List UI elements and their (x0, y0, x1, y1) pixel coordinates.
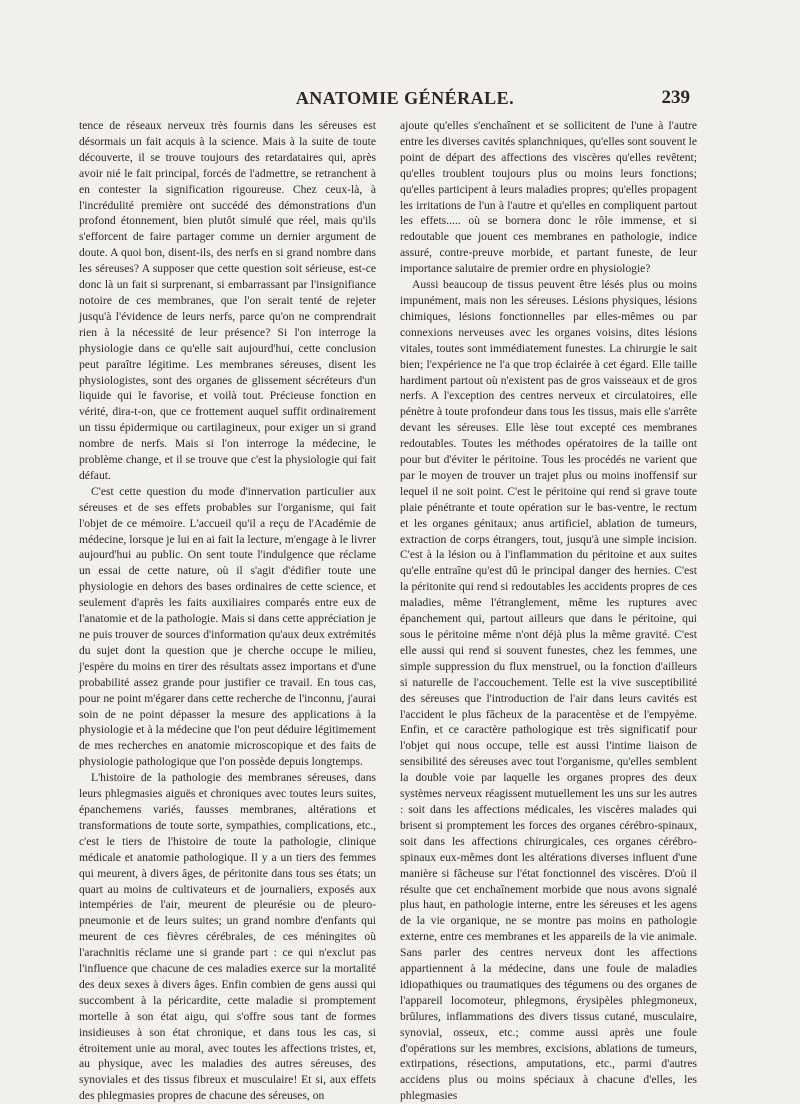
right-column (400, 118, 697, 1104)
paragraph: tence de réseaux nerveux très fournis dans les séreuses est désormais un fait acquis à la science. Mais à la suite de toute découverte, il se trouve toujours des retardataires qui, après avoir nié le fait principal, forcés de l'admettre, se retranchent à en contester la signification rigoureuse. Chez ceux-là, à l'incrédulité première ont succédé des démonstrations d'un profond étonnement, bien plutôt simulé que réel, mais qu'ils s'efforcent de faire partager comme un dernier argument de doute. A quoi bon, disent-ils, des nerfs en si grand nombre dans les séreuses? A supposer que cette question soit sérieuse, est-ce donc là un fait si surprenant, si embarrassant par l'insignifiance notoire de ces membranes, que l'on serait tenté de rejeter jusqu'à l'évidence de leurs nerfs, parce qu'on ne comprendrait rien à la nécessité de leur présence? Si l'on interroge la physiologie dans ce qu'elle sait aujourd'hui, cette conclusion peut paraître légitime. Les membranes séreuses, disent les physiologistes, sont des organes de glissement sécréteurs d'un liquide qui le favorise, et voilà tout. Précieuse fonction en vérité, dira-t-on, que ce frottement auquel suffit ordinairement un tissu épidermique ou cartilagineux, pour exiger un si grand nombre de nerfs. Mais si l'on interroge la médecine, le problème change, et il se trouve que c'est la physiologie qui fait défaut. (79, 119, 376, 482)
page-number: 239 (661, 87, 690, 108)
paragraph: ajoute qu'elles s'enchaînent et se sollicitent de l'une à l'autre entre les diverses cavités splanchniques, qu'elles sont souvent le point de départ des affections des viscères qu'elles revêtent; qu'elles troublent toujours plus ou moins leurs fonctions; qu'elles participent à leurs maladies propres; qu'elles propagent les irritations de l'un à l'autre et qu'elles en compliquent partout les effets..... où se bornera donc le rôle immense, et si redoutable que jouent ces membranes en pathologie, indice assuré, contre-preuve morbide, et partant funeste, de leur importance salutaire de premier ordre en physiologie? (400, 119, 697, 276)
paragraph: L'histoire de la pathologie des membranes séreuses, dans leurs phlegmasies aiguës et chroniques avec toutes leurs suites, épanchemens variés, fausses membranes, altérations et transformations de toute sorte, sympathies, complications, etc., c'est le tiers de l'histoire de toute la pathologie, clinique médicale et anatomie pathologique. Il y a un tiers des femmes qui meurent, à divers âges, de péritonite dans tous ses états; un quart au moins de cultivateurs et de journaliers, exposés aux intempéries de l'air, meurent de pleurésie ou de pleuro-pneumonie et de leurs suites; un grand nombre d'enfants qui meurent de ces fièvres cérébrales, de ces méningites où l'arachnitis réclame une si grande part : ce qui n'exclut pas l'influence que chacune de ces maladies exerce sur la mortalité des deux sexes à divers âges. Enfin combien de gens aussi qui succombent à la péricardite, cette maladie si promptement mortelle à son état aigu, qui s'offre sous tant de formes insidieuses à son état chronique, et dans tous les cas, si étroitement unie au moral, avec toutes les affections tristes, et, au physique, avec les maladies des autres séreuses, des synoviales et des tissus fibreux et musculaire! Et si, aux effets des phlegmasies propres de chacune des séreuses, on (79, 771, 376, 1103)
paragraph: C'est cette question du mode d'innervation particulier aux séreuses et de ses effets probables sur l'organisme, qui fait l'objet de ce mémoire. L'accueil qu'il a reçu de l'Académie de médecine, lorsque je lui en ai fait la lecture, m'engage à le livrer aujourd'hui au public. On sent toute l'indulgence que réclame un essai de cette nature, où il s'agit d'édifier toute une physiologie en dehors des bases ordinaires de cette science, et seulement d'après les faits auxiliaires comparés entre eux de l'anatomie et de la pathologie. Mais si dans cette appréciation je ne puis trouver de sources d'information qu'aux deux extrémités du sujet dont la question que je cherche occupe le milieu, j'espère du moins en tirer des résultats assez importans et d'une probabilité assez grande pour justifier ce travail. En tous cas, pour ne point m'égarer dans cette recherche de l'inconnu, j'aurai soin de ne point dépasser la mesure des applications à la physiologie et à la médecine que l'on peut déduire légitimement de mes recherches en anatomie microscopique et des faits de physiologie pathologique que l'on possède depuis longtemps. (79, 484, 376, 769)
page-title: ANATOMIE GÉNÉRALE. (295, 88, 515, 108)
paragraph: Aussi beaucoup de tissus peuvent être lésés plus ou moins impunément, mais non les séreuses. Lésions physiques, lésions chimiques, lésions fonctionnelles par elles-mêmes ou par connexions nerveuses avec les organes voisins, dites lésions vitales, toutes sont immédiatement funestes. La chirurgie le sait bien; l'expérience ne l'a que trop éclairée à cet égard. Elle taille hardiment partout où n'existent pas de gros vaisseaux et de gros nerfs. A l'exception des centres nerveux et circulatoires, elle pénètre à toute profondeur dans tous les tissus, mais elle s'arrête devant les séreuses. Elle lèse tout excepté ces membranes redoutables. Toutes les méthodes opératoires de la taille ont pour but d'éviter le péritoine. Tous les procédés ne varient que par le moyen de trouver un trajet plus ou moins inoffensif sur lequel il ne soit point. C'est le péritoine qui rend si grave toute plaie pénétrante et toute opération sur le bas-ventre, le rectum et les organes génitaux; anus artificiel, ablation de tumeurs, extraction de corps étrangers, tout, jusqu'à une simple incision. C'est à la lésion ou à l'inflammation du péritoine et aux suites qu'elle entraîne qu'est dû le principal danger des hernies. C'est la péritonite qui rend si redoutables les accidents propres de ces maladies, même l'étranglement, même les ruptures avec épanchement qui, partout ailleurs que dans le péritoine, qui sous le péritoine même n'ont déjà plus la même gravité. C'est elle aussi qui rend si souvent funestes, chez les femmes, une simple suppression du flux menstruel, ou la fonction d'ailleurs si naturelle de l'accouchement. Telle est la vive susceptibilité des séreuses que l'introduction de l'air dans leurs cavités est l'accident le plus fâcheux de la paracentèse et de l'empyème. Enfin, et ce caractère pathologique est très significatif pour l'objet qui nous occupe, telle est aussi l'intime liaison de sensibilité des séreuses avec tout l'organisme, qu'elles semblent la double voie par laquelle les organes propres des deux systèmes nerveux réagissent mutuellement les uns sur les autres : soit dans les affections médicales, les viscères malades qui brisent si promptement les forces des organes cérébro-spinaux, soit dans les affections chirurgicales, ces organes cérébro-spinaux eux-mêmes dont les altérations diverses influent d'une manière si fâcheuse sur l'état fonctionnel des viscères. D'où il résulte que cet enchaînement morbide que nous avons signalé plus haut, en pathologie interne, entre les séreuses et les agens de la vie organique, ne se montre pas moins en pathologie externe, entre ces membranes et les appareils de la vie animale. Sans parler des centres nerveux dont les affections appartiennent à la médecine, dans une foule de maladies idiopathiques ou traumatiques des tégumens ou des organes de l'appareil locomoteur, phlegmons, érysipèles phlegmoneux, brûlures, inflammations des divers tissus cutané, musculaire, synovial, osseux, etc.; comme aussi après une foule d'opérations sur les membres, excisions, ablations de tumeurs, extirpations, résections, amputations, etc., parmi d'autres accidens plus ou moins spéciaux à chacune d'elles, les phlegmasies (400, 278, 697, 1103)
running-header (0, 88, 800, 114)
left-column (79, 118, 376, 1104)
